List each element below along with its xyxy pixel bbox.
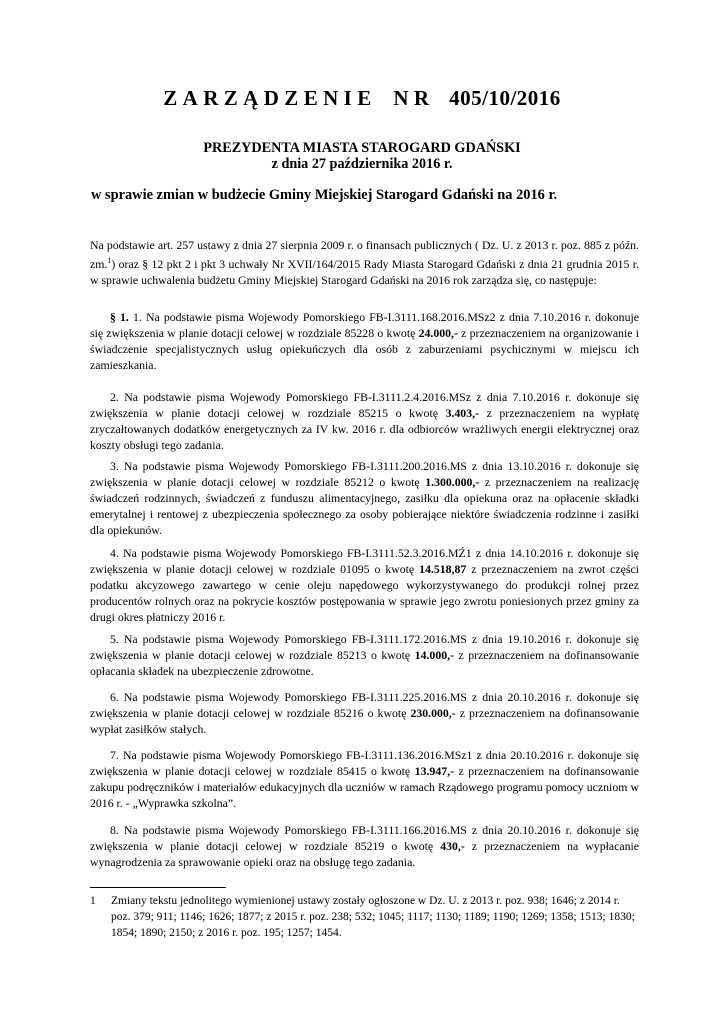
item-amount: 430,-	[440, 839, 465, 853]
footnote-divider	[90, 887, 226, 888]
title-nr: NR	[393, 86, 435, 110]
section-item-5: 5. Na podstawie pisma Wojewody Pomorskiego FB-I.3111.172.2016.MS z dnia 19.10.2016 r. dokonuje się zwiększenia w planie dotacji celowej w rozdziale 85213 o kwotę 14.000,- z przeznaczeniem na dofinansowanie opłacania składek na ubezpieczenie zdrowotne.	[90, 632, 639, 678]
footnote-text: Zmiany tekstu jednolitego wymienionej ustawy zostały ogłoszone w Dz. U. z 2013 r. poz. 938; 1646; z 2014 r. poz. 379; 911; 1146; 1626; 1877; z 2015 r. poz. 238; 532; 1045; 1117; 1130; 1189; 1190; 1269; 1358; 1513; 1830; 1854; 1890; 2150; z 2016 r. poz. 195; 1257; 1454.	[111, 895, 635, 939]
document-date: z dnia 27 października 2016 r.	[271, 156, 453, 172]
footnote-number: 1	[90, 895, 96, 907]
item-amount: 13.947,-	[414, 764, 454, 778]
item-amount: 14.000,-	[414, 648, 454, 662]
section-item-6: 6. Na podstawie pisma Wojewody Pomorskiego FB-I.3111.225.2016.MS z dnia 20.10.2016 r. dokonuje się zwiększenia w planie dotacji celowej w rozdziale 85216 o kwotę 230.000,- z przeznaczeniem na dofinansowanie wypłat zasiłków stałych.	[90, 690, 639, 736]
preamble-part2: ) oraz § 12 pkt 2 i pkt 3 uchwały Nr XVII/164/2015 Rady Miasta Starogard Gdański z dnia 21 grudnia 2015 r. w sprawie uchwalenia budżetu Gminy Miejskiej Starogard Gdański na 2016 rok zarządza się, co następuje:	[90, 256, 639, 287]
section-item-7: 7. Na podstawie pisma Wojewody Pomorskiego FB-I.3111.136.2016.MSz1 z dnia 20.10.2016 r. dokonuje się zwiększenia w planie dotacji celowej w rozdziale 85415 o kwotę 13.947,- z przeznaczeniem na dofinansowanie zakupu podręczników i materiałów edukacyjnych dla uczniów w ramach Rządowego programu pomocy uczniom w 2016 r. - „Wyprawka szkolna”.	[90, 748, 639, 810]
section-item-3: 3. Na podstawie pisma Wojewody Pomorskiego FB-I.3111.200.2016.MS z dnia 13.10.2016 r. dokonuje się zwiększenia w planie dotacji celowej w rozdziale 85212 o kwotę 1.300.000,- z przeznaczeniem na realizację świadczeń rodzinnych, świadczeń z funduszu alimentacyjnego, zasiłku dla opiekuna oraz na opłacenie składki emerytalnej i rentowej z ubezpieczenia społecznego za osoby pobierające niektóre świadczenia rodzinne i zasiłki dla opiekunów.	[90, 459, 639, 537]
section-item-8: 8. Na podstawie pisma Wojewody Pomorskiego FB-I.3111.166.2016.MS z dnia 20.10.2016 r. dokonuje się zwiększenia w planie dotacji celowej w rozdziale 85219 o kwotę 430,- z przeznaczeniem na wypłacanie wynagrodzenia za sprawowanie opieki oraz na obsługę tego zadania.	[90, 823, 639, 869]
title-number: 405/10/2016	[449, 86, 561, 110]
item-amount: 230.000,-	[410, 706, 456, 720]
title-word: ZARZĄDZENIE	[163, 86, 377, 110]
section-sign: § 1.	[110, 310, 129, 324]
section-item-2: 2. Na podstawie pisma Wojewody Pomorskiego FB-I.3111.2.4.2016.MSz z dnia 7.10.2016 r. dokonuje się zwiększenia w planie dotacji celowej w rozdziale 85215 o kwotę 3.403,- z przeznaczeniem na wypłatę zryczałtowanych dodatków energetycznych za IV kw. 2016 r. dla odbiorców wrażliwych energii elektrycznej oraz koszty obsługi tego zadania.	[90, 390, 639, 452]
item-amount: 14.518,87	[419, 562, 467, 576]
footnote	[90, 893, 639, 941]
footnote-reference: 1	[107, 256, 112, 265]
section-item-1: § 1. 1. Na podstawie pisma Wojewody Pomorskiego FB-I.3111.168.2016.MSz2 z dnia 7.10.2016 r. dokonuje się zwiększenia w planie dotacji celowej w rozdziale 85228 o kwotę 24.000,- z przeznaczeniem na organizowanie i świadczenie specjalistycznych usług opiekuńczych dla osób z zaburzeniami psychicznymi w miejscu ich zamieszkania.	[90, 310, 639, 372]
document-title	[0, 86, 724, 111]
preamble-part1: Na podstawie art. 257 ustawy z dnia 27 sierpnia 2009 r. o finansach publicznych ( Dz. U. z 2013 r. poz. 885 z późn. zm.	[90, 238, 639, 271]
document-subject: w sprawie zmian w budżecie Gminy Miejskiej Starogard Gdański na 2016 r.	[91, 187, 558, 203]
item-amount: 3.403,-	[445, 406, 479, 420]
item-amount: 1.300.000,-	[425, 475, 480, 489]
item-amount: 24.000,-	[418, 326, 458, 340]
issuing-authority: PREZYDENTA MIASTA STAROGARD GDAŃSKI	[203, 140, 521, 156]
section-item-4: 4. Na podstawie pisma Wojewody Pomorskiego FB-I.3111.52.3.2016.MŹ1 z dnia 14.10.2016 r. dokonuje się zwiększenia w planie dotacji celowej w rozdziale 01095 o kwotę 14.518,87 z przeznaczeniem na zwrot części podatku akcyzowego zawartego w cenie oleju napędowego wykorzystywanego do produkcji rolnej przez producentów rolnych oraz na pokrycie kosztów postępowania w sprawie jego zwrotu poniesionych przez gminy za drugi okres płatniczy 2016 r.	[90, 546, 639, 624]
preamble	[90, 237, 639, 288]
